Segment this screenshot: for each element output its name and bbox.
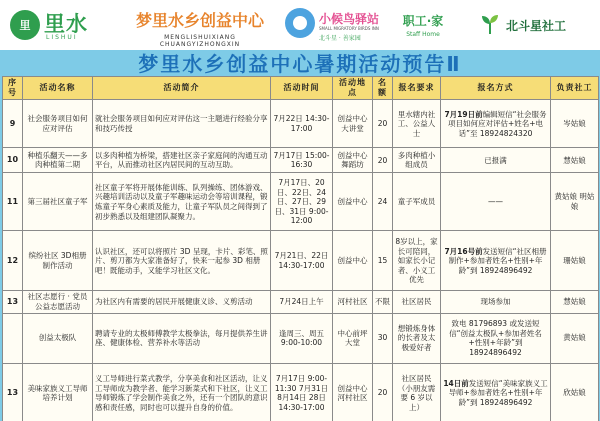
logo-bar	[0, 0, 600, 50]
row-time: 7月17日 9:00-11:30 7月31日 8月14日 28日 14:30-17:00	[271, 363, 333, 421]
bird-icon	[285, 8, 315, 38]
row-req: 童子军成员	[393, 173, 441, 231]
header-time: 活动时间	[271, 77, 333, 100]
row-intro: 以多肉种植为桥梁，搭建社区亲子家庭间的沟通互动平台，从而推动社区内居民间的互动互助。	[93, 148, 271, 173]
mengli-logo	[130, 6, 270, 48]
mengli-logo-sub: MENGLISHUIXIANG CHUANGYIZHONGXIN	[159, 34, 241, 48]
row-time: 7月17日 15:00-16:30	[271, 148, 333, 173]
header-no: 序号	[3, 77, 23, 100]
row-intro: 认识社区，还可以将照片 3D 呈现，卡片、彩笔、照片、剪刀都为大家准备好了，快来一起参 3D 相册吧！既能动手，又能学习社区文化。	[93, 231, 271, 291]
row-req: 想锻炼身体的长者及太极爱好者	[393, 313, 441, 363]
header-req: 报名要求	[393, 77, 441, 100]
staff-home-name: 职工·家	[402, 14, 444, 28]
signup-deadline: 7月19日前	[444, 109, 483, 119]
table-row	[3, 363, 599, 421]
bird-inn-name: 小候鸟驿站	[319, 12, 380, 26]
row-req: 多肉种植小组成员	[393, 148, 441, 173]
row-signup: 已报满	[441, 148, 551, 173]
row-place: 创益中心舞蹈坊	[333, 148, 373, 173]
row-quota: 30	[373, 313, 393, 363]
header-intro: 活动简介	[93, 77, 271, 100]
row-req: 社区居民（小朋友需要 6 岁以上）	[393, 363, 441, 421]
header-name: 活动名称	[23, 77, 93, 100]
row-name: 创益太极队	[23, 313, 93, 363]
row-name: 美味家族义工导师培养计划	[23, 363, 93, 421]
signup-text: 发送短信“社区相册制作+参加者姓名+性别+年龄”到 18924896492	[448, 246, 547, 275]
signup-text: 发送短信“美味家族义工导师+参加者姓名+性别+年龄”到 18924896492	[448, 378, 548, 407]
signup-text: 编辑短信“社会服务项目如何应对评估+姓名+电话”至 18924824320	[447, 109, 547, 138]
beidouxing-name: 北斗星社工	[506, 19, 567, 33]
row-staff: 慧姑娘	[551, 148, 599, 173]
row-req: 社区居民	[393, 291, 441, 313]
table-row	[3, 173, 599, 231]
row-intro: 聘请专业的太极师傅教学太极拳法，每月提供养生讲座、健康体检、营养补水等活动	[93, 313, 271, 363]
row-name: 第三届社区童子军	[23, 173, 93, 231]
bird-inn-logo	[285, 6, 385, 44]
lishui-logo	[10, 6, 120, 44]
row-place: 创益中心大讲堂	[333, 100, 373, 148]
table-row	[3, 313, 599, 363]
row-staff: 黄姑娘	[551, 313, 599, 363]
row-place: 创益中心	[333, 173, 373, 231]
row-intro: 社区童子军将开展体能训练、队列操练、团体游戏、兴趣培训活动以及童子军趣味运动会等培训课程，锻炼童子军身心素质及能力，让童子军队员之间得到了初步熟悉以及组建团队凝聚力。	[93, 173, 271, 231]
row-quota: 15	[373, 231, 393, 291]
row-quota: 20	[373, 363, 393, 421]
table-row	[3, 291, 599, 313]
row-place: 创益中心	[333, 231, 373, 291]
row-no: 13	[3, 291, 23, 313]
row-time: 7月22日 14:30-17:00	[271, 100, 333, 148]
signup-deadline: 7月16号前	[444, 246, 483, 256]
schedule-table	[2, 76, 599, 421]
row-no: 12	[3, 231, 23, 291]
row-name: 缤纷社区 3D相册制作活动	[23, 231, 93, 291]
row-name: 社区志愿行 · 党员公益志愿活动	[23, 291, 93, 313]
row-time: 7月24日上午	[271, 291, 333, 313]
row-name: 种植乐翻天——多肉种植第二期	[23, 148, 93, 173]
row-time: 7月21日、22日 14:30-17:00	[271, 231, 333, 291]
staff-home-logo	[393, 6, 453, 44]
row-signup: ——	[441, 173, 551, 231]
row-signup	[441, 100, 551, 148]
mengli-logo-name: 梦里水乡创益中心	[135, 11, 264, 30]
row-quota: 20	[373, 148, 393, 173]
row-intro: 义工导师进行菜式教学，分享美食和社区活动，让义工导师成为教学者、能学习新菜式和下社区，让义工导师锻炼了学会制作美食之外，还有一个团队的意识感和责任感，同时也可以提升自身的价值。	[93, 363, 271, 421]
row-place: 中心前坪大堂	[333, 313, 373, 363]
row-quota: 24	[373, 173, 393, 231]
row-signup	[441, 363, 551, 421]
row-staff: 岑姑娘	[551, 100, 599, 148]
lishui-logo-sub: LISHUI	[46, 34, 78, 41]
row-signup	[441, 231, 551, 291]
row-place: 创益中心 河村社区	[333, 363, 373, 421]
bird-inn-en: SMALL MIGRATORY BIRDS INN	[319, 26, 379, 31]
header-quota: 名额	[373, 77, 393, 100]
table-header-row	[3, 77, 599, 100]
table-row	[3, 100, 599, 148]
signup-deadline: 14日前	[443, 378, 469, 388]
lishui-emblem-icon: 里	[10, 10, 40, 40]
table-row	[3, 231, 599, 291]
table-row	[3, 148, 599, 173]
row-time: 7月17日、20日、22日、24日、27日、29日、31日 9:00-12:00	[271, 173, 333, 231]
row-intro: 就社会服务项目如何应对评估这一主题进行经验分享和技巧传授	[93, 100, 271, 148]
row-req: 8岁以上，家长可陪同，如家长小记者、小义工优先	[393, 231, 441, 291]
row-place: 河村社区	[333, 291, 373, 313]
page-title: 梦里水乡创益中心暑期活动预告Ⅱ	[138, 52, 462, 76]
sprout-icon	[478, 12, 502, 36]
row-name: 社会服务项目如何应对评估	[23, 100, 93, 148]
row-quota: 不限	[373, 291, 393, 313]
row-time: 逢周三、周五 9:00-10:00	[271, 313, 333, 363]
header-place: 活动地点	[333, 77, 373, 100]
lishui-logo-name: 里水	[44, 12, 88, 36]
row-no: 13	[3, 363, 23, 421]
row-req: 里水辖内社工、公益人士	[393, 100, 441, 148]
row-signup: 现场参加	[441, 291, 551, 313]
beidouxing-logo	[478, 6, 593, 44]
header-signup: 报名方式	[441, 77, 551, 100]
row-no: 9	[3, 100, 23, 148]
row-staff: 欣姑娘	[551, 363, 599, 421]
staff-home-sub: Staff Home	[406, 31, 440, 38]
row-quota: 20	[373, 100, 393, 148]
row-signup: 致电 81796893 或发送短信“创益太极队+参加者姓名+性别+年龄”到 18924896492	[441, 313, 551, 363]
row-no	[3, 313, 23, 363]
header-staff: 负责社工	[551, 77, 599, 100]
schedule-table-wrap	[2, 76, 598, 421]
row-no: 10	[3, 148, 23, 173]
row-staff: 黄姑娘 明姑娘	[551, 173, 599, 231]
row-intro: 为社区内有需要的居民开展健康义诊、义剪活动	[93, 291, 271, 313]
row-no: 11	[3, 173, 23, 231]
bird-inn-tag: 北斗星 · 善家园	[319, 35, 361, 42]
row-staff: 珊姑娘	[551, 231, 599, 291]
row-staff: 慧姑娘	[551, 291, 599, 313]
